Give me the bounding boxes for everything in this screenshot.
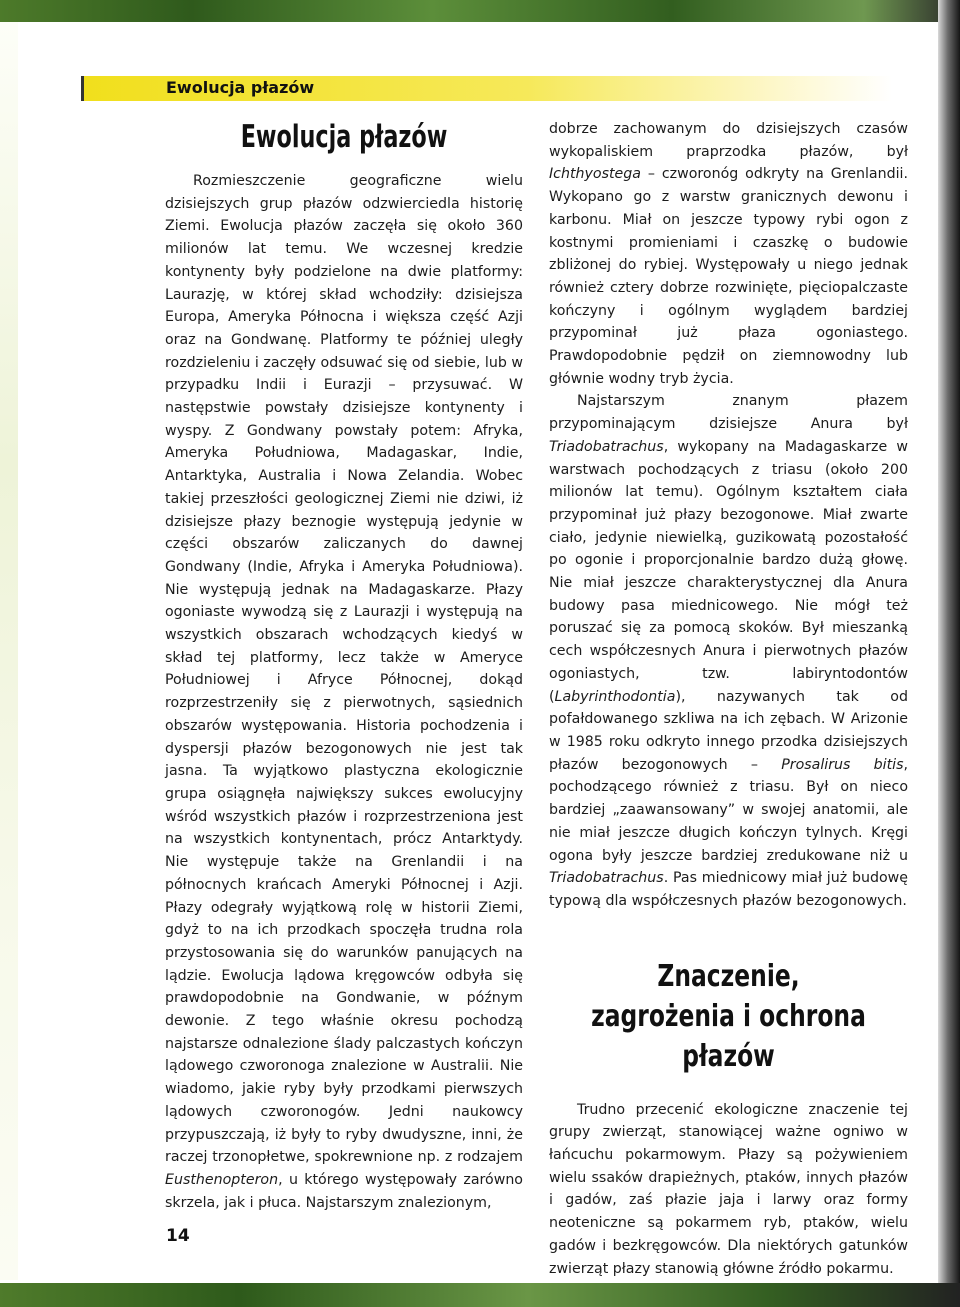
bottom-photo-strip: [0, 1283, 960, 1307]
right-text-1b: – czworonóg odkryty na Grenlandii. Wykopano go z warstw granicznych dewonu i karbonu. Miał on jeszcze typowy rybi ogon z kostnymi promieniami i czaszkę o budowie zbliżonej do rybiej. Występowały u niego jednak również cztery dobrze rozwinięte, pięciopalczaste kończyny i ogólnym wyglądem bardziej przypominał już płaza ogoniastego. Prawdopodobnie pędził on ziemnowodny lub głównie wodny tryb życia.: [549, 166, 908, 387]
section2-paragraph: Trudno przecenić ekologiczne znaczenie tej grupy zwierząt, stanowiącej ważne ogniwo w łańcuchu pokarmowym. Płazy są pożywieniem wielu ssaków drapieżnych, ptaków, innych płazów i gadów, zaś płazie jaja i larwy oraz formy neotenicznе są pokarmem ryb, ptaków, wielu gadów i bezkręgowców. Dla niektórych gatunków zwierząt płazy stanowią główne źródło pokarmu.: [549, 1101, 908, 1277]
section2-heading: Znaczenie, zagrożenia i ochrona płazów: [591, 958, 866, 1074]
running-header-title: Ewolucja płazów: [166, 78, 315, 97]
right-text-2e: . Pas miednicowy miał już budowę typową dla współczesnych płazów bezogonowych.: [549, 870, 908, 909]
left-text: Rozmieszczenie geograficzne wielu dzisiejszych grup płazów odzwierciedla historię Ziemi. Ewolucja płazów zaczęła się około 360 milionów lat temu. We wczesnej kredzie kontynenty były podzielone na dwie platformy: Laurazję, w której skład wchodziły: dzisiejsza Europa, Ameryka Północna i większa część Azji oraz na Gondwanę. Platformy te później uległy rozdzieleniu i zaczęły odsuwać się od siebie, lub w przypadku Indii i Eurazji – przysuwać. W następstwie powstały dzisiejsze kontynenty i wyspy. Z Gondwany powstały potem: Afryka, Ameryka Południowa, Madagaskar, Indie, Antarktyka, Australia i Nowa Zelandia. Wobec takiej przeszłości geologicznej Ziemi nie dziwi, iż dzisiejsze płazy beznogie występują jedynie w części obszarów zaliczanych do dawnej Gondwany (Indie, Afryka i Ameryka Południowa). Nie występują jednak na Madagaskarze. Płazy ogoniaste wywodzą się z Laurazji i występują na wszystkich obszarach wchodzących kiedyś w skład tej platformy, lecz także w Ameryce Południowej i Afryce Północnej, dokąd rozprzestrzeniły się z pierwotnych, sąsiednich obszarów występowania. Historia pochodzenia i dyspersji płazów bezogonowych nie jest tak jasna. Ta wyjątkowo plastyczna ekologicznie grupa osiągnęła największy sukces ewolucyjny wśród wszystkich płazów i rozprzestrzeniona jest na wszystkich kontynentach, prócz Antarktydy. Nie występuje także na Grenlandii i na północnych krańcach Ameryki Północnej i Azji. Płazy odegrały wyjątkową rolę w historii Ziemi, gdyż to na ich przodkach spoczęła trudna rola przystosowania się do warunków panujących na lądzie. Ewolucja lądowa kręgowców odbyła się prawdopodobnie na Gondwanie, w późnym dewonie. Z tego właśnie okresu pochodzą najstarsze odnalezione ślady palczastych kończyn lądowego czworonoga znalezione w Australii. Nie wiadomo, jakie ryby były przodkami pierwszych lądowych czworonogów. Jedni naukowcy przypuszczają, iż były to ryby dwudyszne, inni, że raczej trzonopłetwe, spokrewnione np. z rodzajem: [165, 173, 523, 1166]
genus-ichthyostega: Ichthyostega: [549, 166, 641, 183]
article-heading: Ewolucja płazów: [240, 119, 448, 155]
right-paragraph-2: [549, 390, 908, 912]
right-text-1a: dobrze zachowanym do dzisiejszych czasów wykopaliskiem praprzodka płazów, był: [549, 121, 908, 160]
genus-triadobatrachus: Triadobatrachus: [549, 438, 664, 455]
left-column: [165, 118, 523, 1214]
right-text-2a: Najstarszym znanym płazem przypominającym dzisiejsze Anura był: [549, 393, 908, 433]
header-marker: [81, 76, 84, 101]
top-photo-strip: [0, 0, 960, 22]
left-paragraph: [165, 170, 523, 1214]
genus-eusthenopteron: Eusthenopteron: [165, 1171, 279, 1188]
right-column: [549, 118, 908, 1280]
genus-triadobatrachus-2: Triadobatrachus: [549, 870, 664, 887]
right-text-2c: ), nazywanych tak od pofałdowanego szkliwa na ich zębach. W Arizonie w 1985 roku odkryto innego przodka dzisiejszych płazów bezogonowych –: [549, 688, 908, 773]
right-paragraph-1: [549, 118, 908, 390]
term-labyrinthodontia: Labyrinthodontia: [554, 688, 676, 705]
species-prosalirus: Prosalirus bitis: [781, 756, 904, 773]
left-text-end: , u którego występowały zarówno skrzela, jak i płuca. Najstarszym znalezionym,: [165, 1171, 523, 1211]
left-margin-tint: [0, 22, 18, 1280]
right-text-2d: , pochodzącego również z triasu. Był on nieco bardziej „zaawansowany” w swojej anatomii, ale nie miał jeszcze długich kończyn tylnych. Kręgi ogona były jeszcze bardziej zredukowane niż u: [549, 756, 909, 864]
right-text-2b: , wykopany na Madagaskarze w warstwach pochodzących z triasu (około 200 milionów lat temu). Ogólnym kształtem ciała przypominał już płazy bezogonowe. Miał zwarte ciało, jedynie niewielką, guzikowatą pozostałość po ogonie i proporcjonalnie bardzo dużą głowę. Nie miał jeszcze charakterystycznej dla Anura budowy pasa miednicowego. Nie mógł też poruszać się za pomocą skoków. Był mieszanką cech współczesnych Anura i pierwotnych płazów ogoniastych, tzw. labiryntodontów (: [549, 438, 908, 705]
page-number: 14: [166, 1226, 190, 1246]
book-spine-shadow: [938, 0, 960, 1307]
running-header: [82, 76, 892, 101]
